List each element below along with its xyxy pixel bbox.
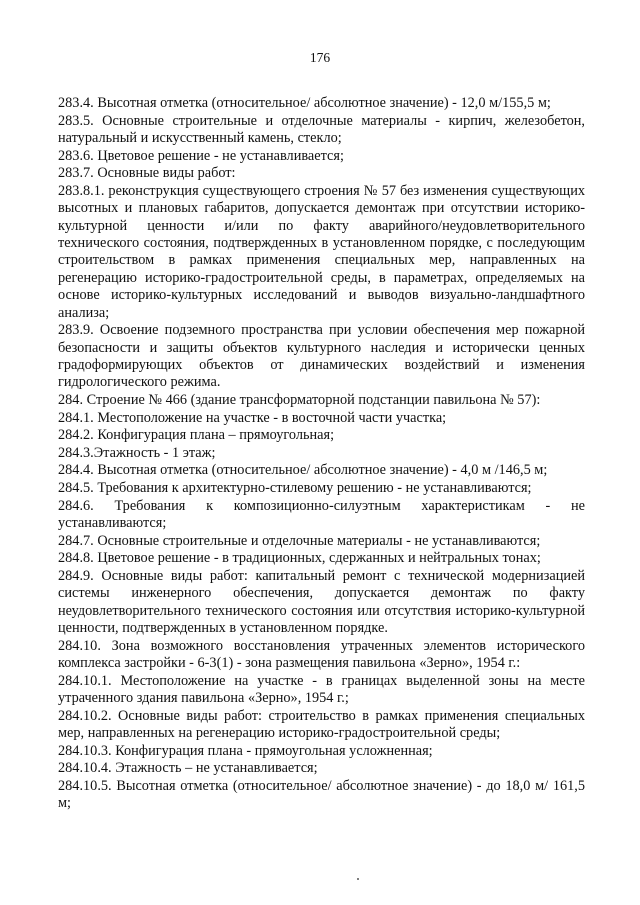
paragraph-284-7: 284.7. Основные строительные и отделочные материалы - не устанавливаются; — [58, 532, 541, 549]
paragraph-284-9: 284.9. Основные виды работ: капитальный ремонт с технической модернизацией системы инженерного обеспечения, допускается демонтаж по факту неудовлетворительного технического состояния или отсутствия историко-культурной ценности, подтвержденных в установленном порядке. — [58, 567, 585, 636]
paragraph-283-6: 283.6. Цветовое решение - не устанавливается; — [58, 147, 344, 164]
paragraph-284-4: 284.4. Высотная отметка (относительное/ абсолютное значение) - 4,0 м /146,5 м; — [58, 462, 548, 479]
paragraph-284-1: 284.1. Местоположение на участке - в восточной части участка; — [58, 409, 447, 426]
paragraph-283-4: 283.4. Высотная отметка (относительное/ абсолютное значение) - 12,0 м/155,5 м; — [58, 95, 551, 111]
paragraph-284-10: 284.10. Зона возможного восстановления утраченных элементов исторического комплекса застройки - 6-3(1) - зона размещения павильона «Зерно», 1954 г.: — [58, 637, 585, 671]
scan-speck — [357, 878, 359, 880]
paragraph-284-6: 284.6. Требования к композиционно-силуэтным характеристикам - не устанавливаются; — [58, 497, 585, 531]
paragraph-283-9: 283.9. Освоение подземного пространства при условии обеспечения мер пожарной безопасности и защиты объектов культурного наследия и исторически ценных градоформирующих объектов от динамических воздействий и изменения гидрологического режима. — [58, 322, 585, 391]
paragraph-284-8: 284.8. Цветовое решение - в традиционных, сдержанных и нейтральных тонах; — [58, 550, 541, 567]
paragraph-284-10-3: 284.10.3. Конфигурация плана - прямоугольная усложненная; — [58, 742, 433, 759]
paragraph-284-10-2: 284.10.2. Основные виды работ: строительство в рамках применения специальных мер, направленных на регенерацию историко-градостроительной среды; — [58, 707, 585, 741]
paragraph-284: 284. Строение № 466 (здание трансформаторной подстанции павильона № 57): — [58, 392, 541, 409]
paragraph-284-2: 284.2. Конфигурация плана – прямоугольная; — [58, 427, 335, 444]
paragraph-284-5: 284.5. Требования к архитектурно-стилевому решению - не устанавливаются; — [58, 480, 532, 496]
paragraph-284-3: 284.3.Этажность - 1 этаж; — [58, 444, 216, 461]
paragraph-283-5: 283.5. Основные строительные и отделочные материалы - кирпич, железобетон, натуральный и искусственный камень, стекло; — [58, 112, 585, 146]
paragraph-284-10-5: 284.10.5. Высотная отметка (относительное/ абсолютное значение) - до 18,0 м/ 161,5 м; — [58, 777, 585, 812]
paragraph-284-10-4: 284.10.4. Этажность – не устанавливается; — [58, 760, 318, 777]
paragraph-284-10-1: 284.10.1. Местоположение на участке - в границах выделенной зоны на месте утраченного здания павильона «Зерно», 1954 г.; — [58, 672, 585, 706]
paragraph-283-7: 283.7. Основные виды работ: — [58, 165, 236, 182]
paragraph-283-8-1: 283.8.1. реконструкция существующего строения № 57 без изменения существующих высотных и плановых габаритов, допускается демонтаж при отсутствии историко-культурной ценности и/или по факту аварийного/неудовлетворительного технического состояния, подтвержденных в установленном порядке, с последующим строительством в рамках применения специальных мер, направленных на регенерацию историко-градостроительной среды, в параметрах, определяемых на основе историко-культурных исследований и выводов визуально-ландшафтного анализа; — [58, 182, 585, 321]
document-body — [58, 95, 585, 813]
page-number: 176 — [309, 50, 331, 65]
